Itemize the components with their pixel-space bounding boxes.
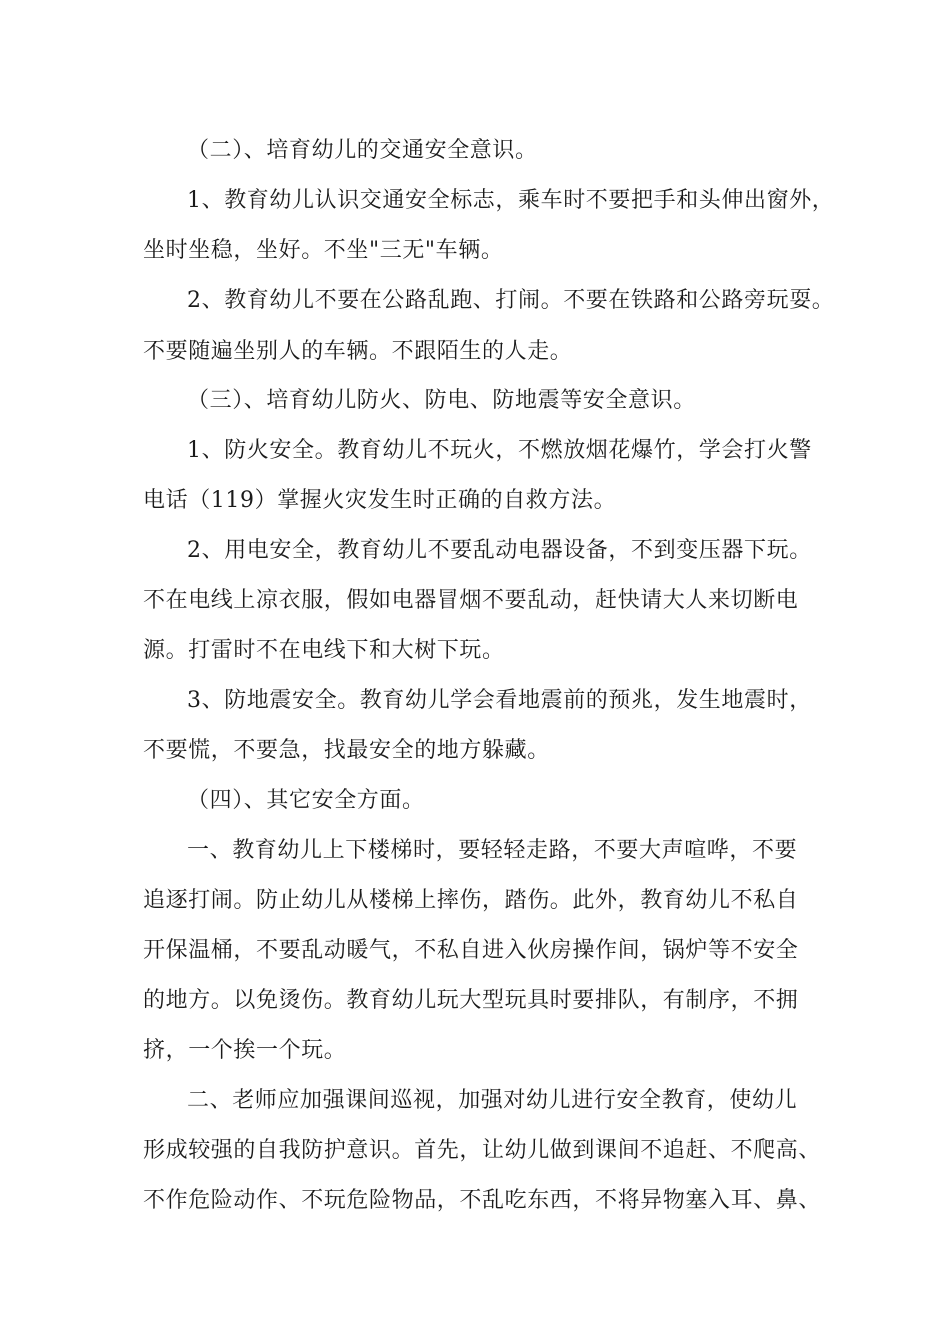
paragraph-line: 二、老师应加强课间巡视，加强对幼儿进行安全教育，使幼儿 [187, 1088, 798, 1113]
paragraph-line: 不要慌，不要急，找最安全的地方躲藏。 [143, 738, 550, 763]
paragraph-line: 的地方。以免烫伤。教育幼儿玩大型玩具时要排队，有制序，不拥 [143, 988, 799, 1013]
paragraph-line: 源。打雷时不在电线下和大树下玩。 [143, 638, 505, 663]
paragraph-line: 1、防火安全。教育幼儿不玩火，不燃放烟花爆竹，学会打火警 [187, 438, 812, 463]
paragraph-line: 2、教育幼儿不要在公路乱跑、打闹。不要在铁路和公路旁玩耍。 [187, 288, 835, 313]
paragraph-line: 2、用电安全，教育幼儿不要乱动电器设备，不到变压器下玩。 [187, 538, 812, 563]
section-heading-4: （四）、其它安全方面。 [187, 788, 425, 813]
paragraph-line: 不在电线上凉衣服，假如电器冒烟不要乱动，赶快请大人来切断电 [143, 588, 799, 613]
section-heading-3: （三）、培育幼儿防火、防电、防地震等安全意识。 [187, 388, 696, 413]
paragraph-line: 不作危险动作、不玩危险物品，不乱吃东西，不将异物塞入耳、鼻、 [143, 1188, 822, 1213]
paragraph-line: 1、教育幼儿认识交通安全标志，乘车时不要把手和头伸出窗外， [187, 188, 835, 213]
paragraph-line: 挤，一个挨一个玩。 [143, 1038, 347, 1063]
paragraph-line: 开保温桶，不要乱动暖气，不私自进入伙房操作间，锅炉等不安全 [143, 938, 799, 963]
paragraph-line: 坐时坐稳，坐好。不坐"三无"车辆。 [143, 238, 504, 263]
paragraph-line: 形成较强的自我防护意识。首先，让幼儿做到课间不追赶、不爬高、 [143, 1138, 822, 1163]
paragraph-line: 一、教育幼儿上下楼梯时，要轻轻走路，不要大声喧哗，不要 [187, 838, 798, 863]
paragraph-line: 追逐打闹。防止幼儿从楼梯上摔伤，踏伤。此外，教育幼儿不私自 [143, 888, 799, 913]
section-heading-2: （二）、培育幼儿的交通安全意识。 [187, 138, 538, 163]
paragraph-line: 3、防地震安全。教育幼儿学会看地震前的预兆，发生地震时， [187, 688, 812, 713]
paragraph-line: 电话（119）掌握火灾发生时正确的自救方法。 [143, 488, 617, 513]
paragraph-line: 不要随遍坐别人的车辆。不跟陌生的人走。 [143, 339, 573, 364]
